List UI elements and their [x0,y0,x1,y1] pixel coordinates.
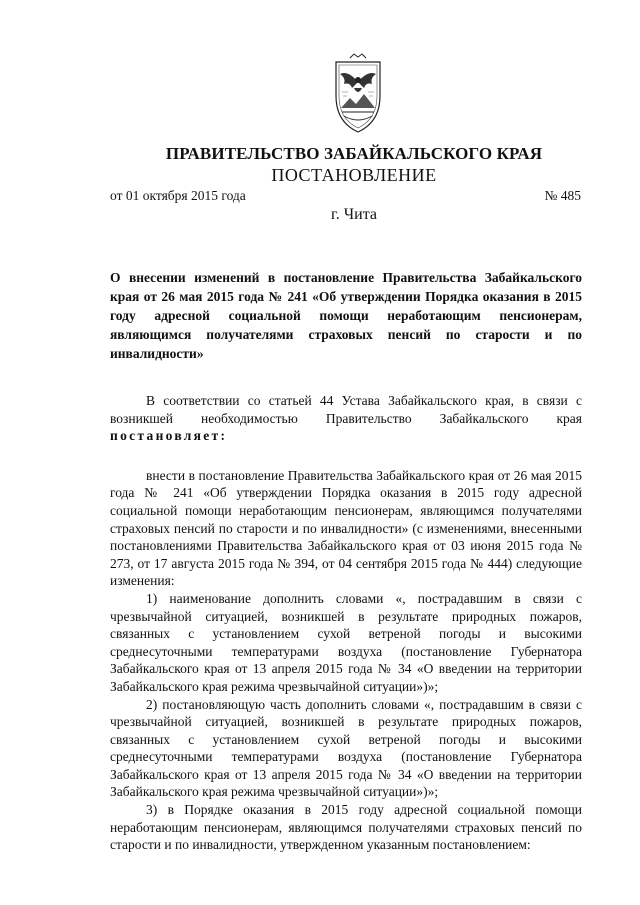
document-subject: О внесении изменений в постановление Правительства Забайкальского края от 26 мая 2015 года № 241 «Об утверждении Порядка оказания в 2015 году адресной социальной помощи неработающим пенсионерам, являющимся получателями страховых пенсий по старости и по инвалидности» [110,270,582,361]
coat-of-arms-icon [324,52,392,136]
item-2-paragraph: 2) постановляющую часть дополнить словами «, пострадавшим в связи с чрезвычайной ситуацией, возникшей в результате природных пожаров, связанных с установлением сухой ветреной погоды и высокими среднесуточными температурами воздуха (постановление Губернатора Забайкальского края от 13 апреля 2015 года № 34 «О введении на территории Забайкальского края режима чрезвычайной ситуации»)»; [110,696,582,800]
document-city: г. Чита [330,206,377,223]
resolves-keyword: постановляет: [110,428,228,444]
intro-paragraph: внести в постановление Правительства Забайкальского края от 26 мая 2015 года № 241 «Об утверждении Порядка оказания в 2015 году адресной социальной помощи неработающим пенсионерам, являющимся получателями страховых пенсий по старости и по инвалидности» (с изменениями, внесенными постановлениями Правительства Забайкальского края от 03 июня 2015 года № 273, от 17 августа 2015 года № 394, от 04 сентября 2015 года № 444) следующие изменения: [110,467,582,589]
preamble-paragraph [110,392,582,445]
document-type: ПОСТАНОВЛЕНИЕ [271,165,437,185]
government-title: ПРАВИТЕЛЬСТВО ЗАБАЙКАЛЬСКОГО КРАЯ [165,144,543,163]
document-body [110,392,582,854]
item-1-paragraph: 1) наименование дополнить словами «, пострадавшим в связи с чрезвычайной ситуацией, возникшей в результате природных пожаров, связанных с установлением сухой ветреной погоды и высокими среднесуточными температурами воздуха (постановление Губернатора Забайкальского края от 13 апреля 2015 года № 34 «О введении на территории Забайкальского края режима чрезвычайной ситуации»)»; [110,590,582,694]
item-3-paragraph: 3) в Порядке оказания в 2015 году адресной социальной помощи неработающим пенсионерам, являющимся получателями страховых пенсий по старости и по инвалидности, утвержденном указанным постановлением: [110,802,582,853]
document-number: № 485 [544,188,581,203]
document-date: от 01 октября 2015 года [110,188,246,203]
preamble-text: В соответствии со статьей 44 Устава Забайкальского края, в связи с возникшей необходимостью Правительство Забайкальского края [110,393,582,426]
